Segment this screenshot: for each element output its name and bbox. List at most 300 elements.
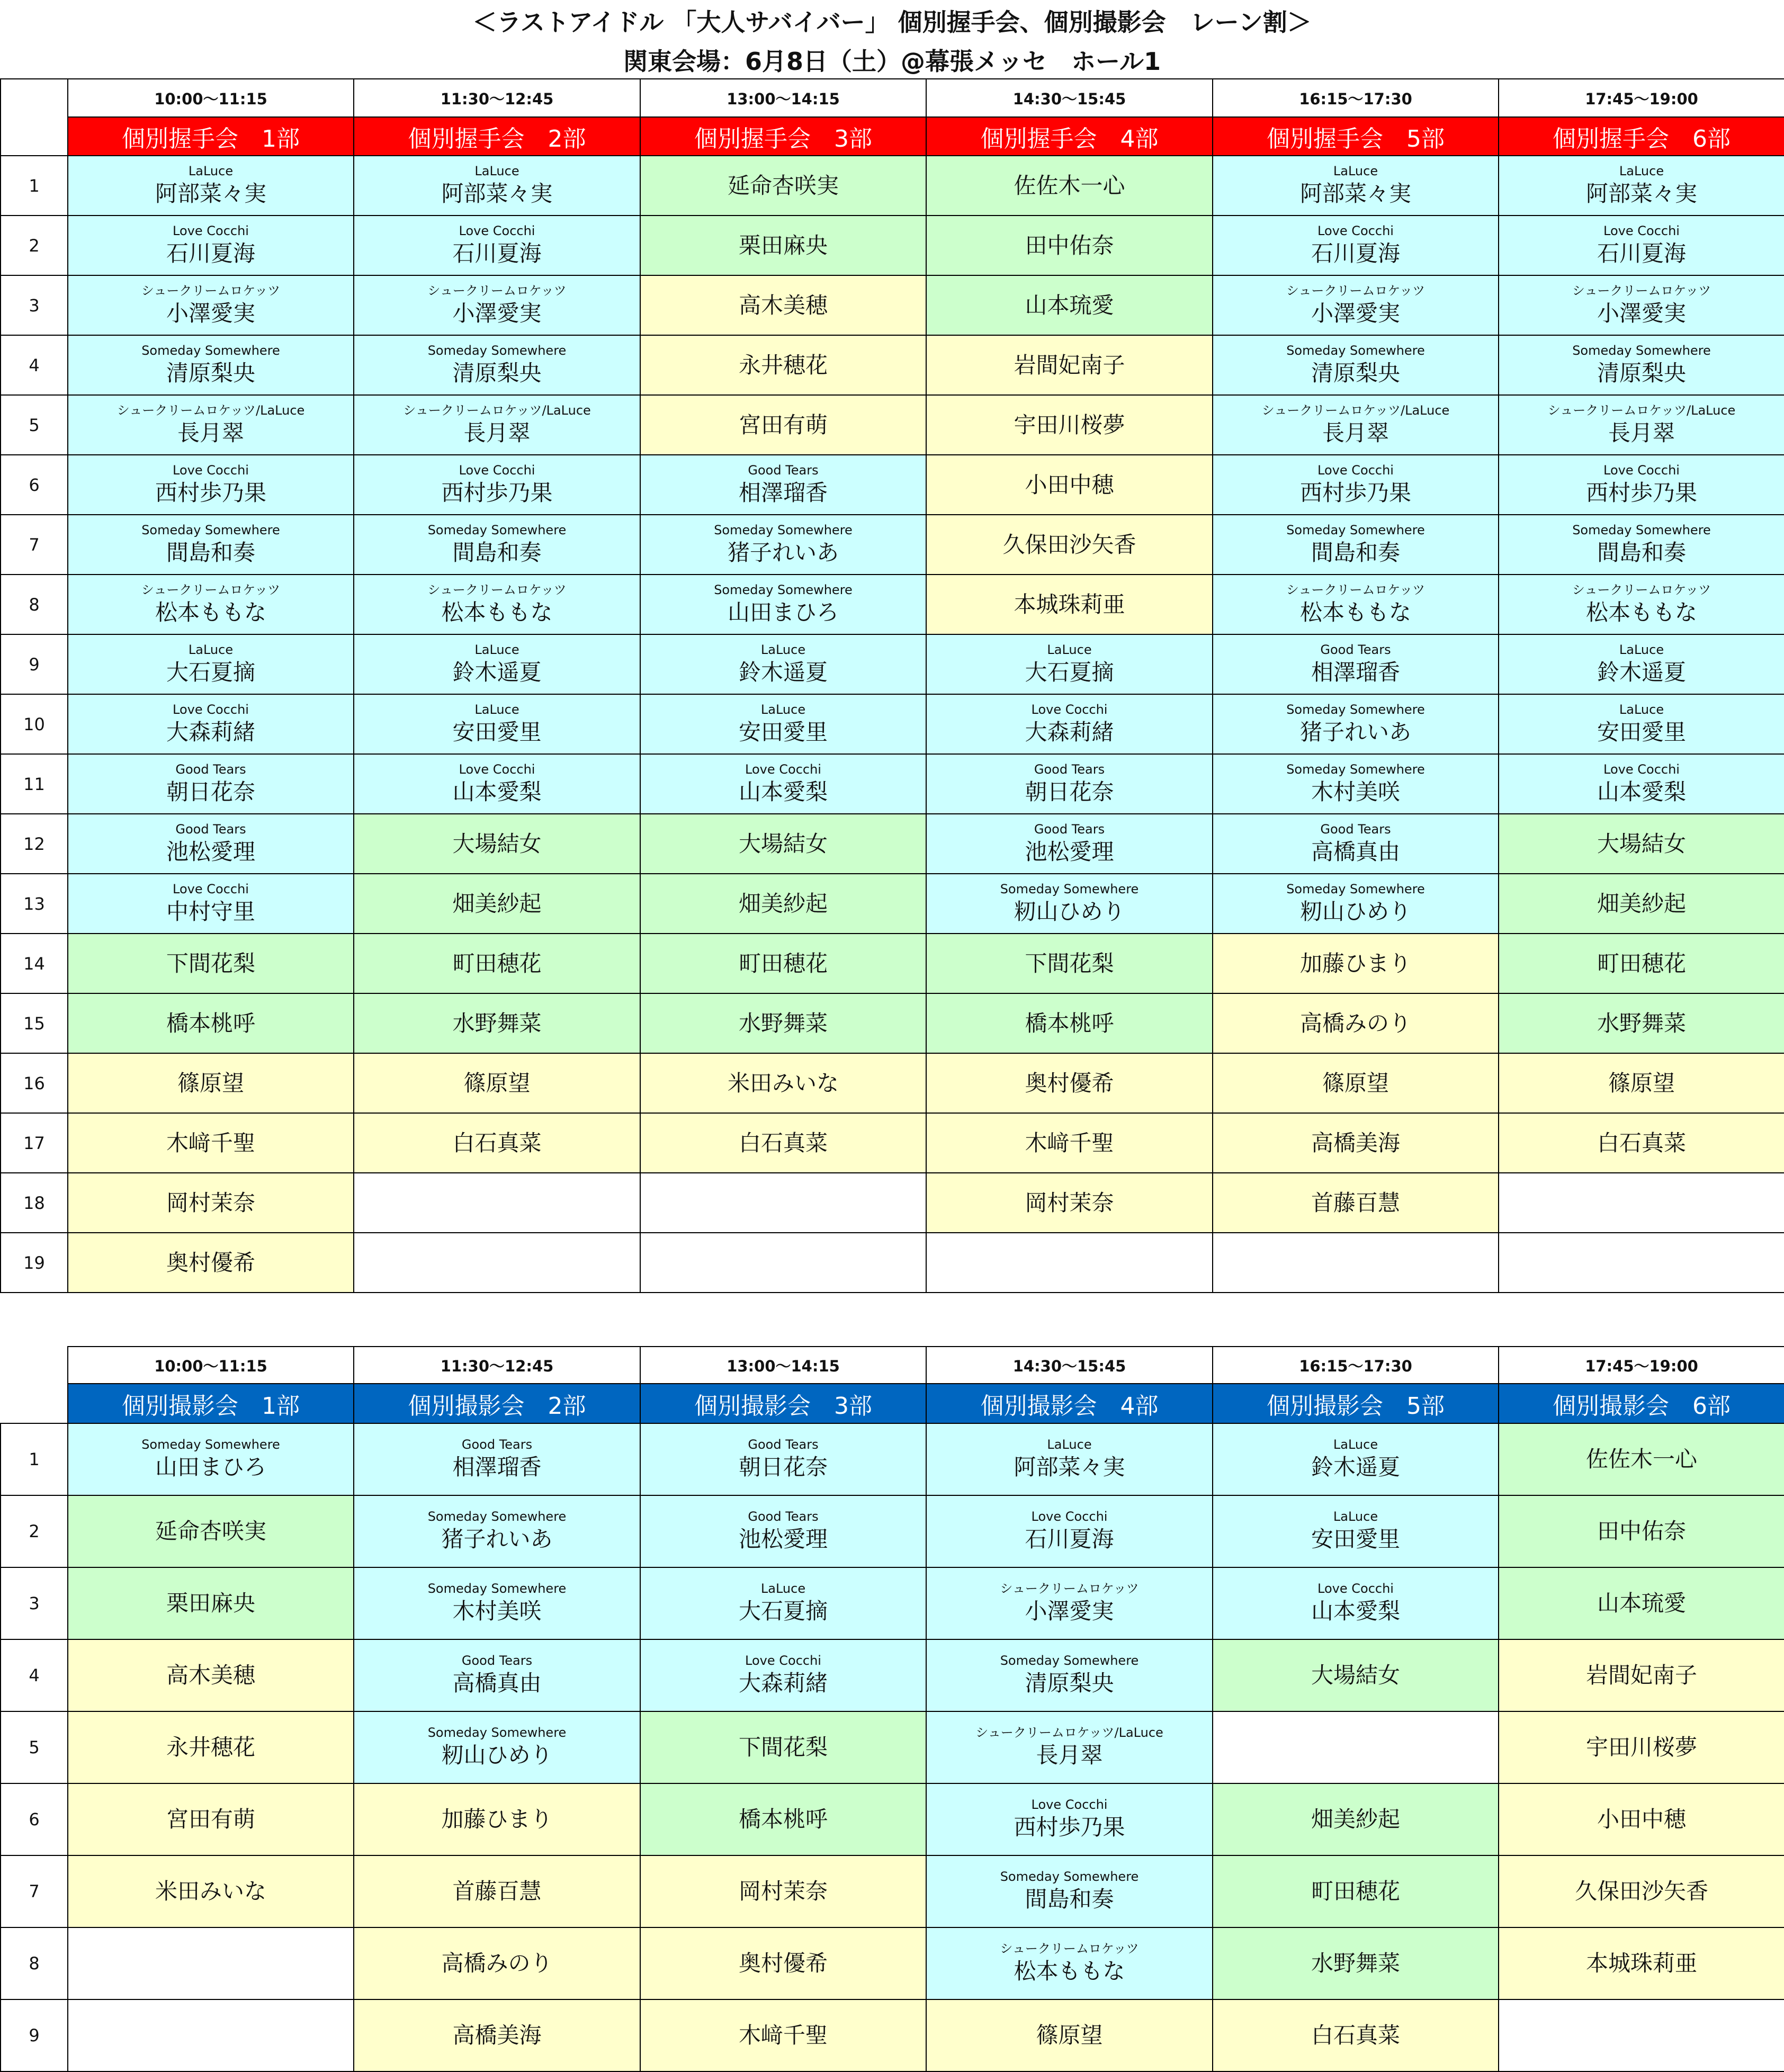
group-label: シュークリームロケッツ xyxy=(1572,283,1711,298)
member-name: 久保田沙矢香 xyxy=(1574,1878,1708,1904)
group-label: Good Tears xyxy=(175,821,246,837)
member-name: 本城珠莉亜 xyxy=(1585,1950,1697,1976)
venue-subtitle: 関東会場：6月8日（土）@幕張メッセ ホール1 xyxy=(623,47,1161,76)
lane-cell xyxy=(640,934,926,993)
lane-cell xyxy=(1213,694,1499,754)
lane-cell xyxy=(640,1783,926,1855)
member-name: 池松愛理 xyxy=(738,1526,828,1552)
member-name: 松本ももな xyxy=(441,599,553,625)
lane-cell xyxy=(68,455,354,515)
lane-cell xyxy=(1213,1113,1499,1173)
lane-number: 8 xyxy=(1,575,68,634)
lane-cell xyxy=(1213,1173,1499,1233)
member-name: 加藤ひまり xyxy=(441,1806,553,1832)
member-name: 大場結女 xyxy=(1311,1662,1400,1688)
lane-cell xyxy=(1499,874,1784,934)
member-name: 石川夏海 xyxy=(1597,240,1686,266)
member-name: 山本愛梨 xyxy=(1597,778,1686,805)
lane-cell xyxy=(926,934,1213,993)
member-name: 清原梨央 xyxy=(1311,360,1400,386)
member-name: 畑美紗起 xyxy=(1311,1806,1400,1832)
lane-cell xyxy=(926,575,1213,634)
lane-number: 9 xyxy=(1,1999,68,2071)
group-label: Love Cocchi xyxy=(173,462,249,478)
member-name: 首藤百慧 xyxy=(452,1878,542,1904)
lane-cell xyxy=(640,575,926,634)
lane-cell xyxy=(354,335,640,395)
lane-cell xyxy=(68,1927,354,1999)
lane-number: 9 xyxy=(1,634,68,694)
member-name: 下間花梨 xyxy=(1025,950,1114,976)
member-name: 阿部菜々実 xyxy=(1299,180,1411,207)
member-name: 木村美咲 xyxy=(452,1598,542,1624)
lane-cell xyxy=(640,1567,926,1639)
lane-cell xyxy=(1499,1495,1784,1567)
group-label: Love Cocchi xyxy=(1031,1509,1108,1524)
member-name: 山田まひろ xyxy=(155,1454,266,1480)
lane-cell xyxy=(1499,1173,1784,1233)
member-name: 佐佐木一心 xyxy=(1585,1446,1697,1472)
corner-cell xyxy=(1,1347,68,1423)
group-label: LaLuce xyxy=(188,642,234,657)
member-name: 山田まひろ xyxy=(727,599,839,625)
lane-cell xyxy=(1213,515,1499,575)
member-name: 高橋みのり xyxy=(1299,1010,1411,1036)
lane-row xyxy=(1,1999,1784,2071)
group-label: Someday Somewhere xyxy=(1000,1869,1139,1884)
photo-session-lane-table xyxy=(0,1346,1784,2072)
member-name: 大森莉緒 xyxy=(1025,719,1114,745)
lane-row xyxy=(1,216,1784,275)
group-label: Someday Somewhere xyxy=(141,343,280,358)
group-label: シュークリームロケッツ/LaLuce xyxy=(1547,402,1736,418)
group-label: Love Cocchi xyxy=(1317,462,1394,478)
member-name: 安田愛里 xyxy=(1597,719,1686,745)
lane-cell xyxy=(1499,275,1784,335)
member-name: 加藤ひまり xyxy=(1299,950,1411,976)
lane-cell xyxy=(68,575,354,634)
group-label: LaLuce xyxy=(760,1581,806,1596)
group-label: Good Tears xyxy=(461,1437,533,1452)
lane-cell xyxy=(354,874,640,934)
group-label: Love Cocchi xyxy=(1031,1797,1108,1812)
lane-cell xyxy=(926,335,1213,395)
lane-cell xyxy=(926,694,1213,754)
member-name: 長月翠 xyxy=(177,419,244,446)
lane-cell xyxy=(354,1999,640,2071)
lane-row xyxy=(1,1233,1784,1293)
lane-row xyxy=(1,515,1784,575)
member-name: 白石真菜 xyxy=(1597,1129,1686,1156)
lane-cell xyxy=(640,455,926,515)
member-name: 松本ももな xyxy=(155,599,266,625)
member-name: 鈴木遥夏 xyxy=(1597,659,1686,685)
lane-cell xyxy=(68,1639,354,1711)
member-name: 田中佑奈 xyxy=(1025,232,1114,258)
lane-cell xyxy=(926,275,1213,335)
member-name: 石川夏海 xyxy=(1025,1526,1114,1552)
lane-cell xyxy=(68,694,354,754)
lane-cell xyxy=(1213,335,1499,395)
member-name: 朝日花奈 xyxy=(1025,778,1114,805)
lane-cell xyxy=(1213,993,1499,1053)
lane-row xyxy=(1,1711,1784,1783)
session-header: 個別撮影会 2部 xyxy=(354,1384,640,1423)
member-name: 栗田麻央 xyxy=(166,1590,255,1616)
time-slot-header: 13:00～14:15 xyxy=(640,79,926,117)
member-name: 池松愛理 xyxy=(1025,838,1114,865)
lane-number: 16 xyxy=(1,1053,68,1113)
lane-cell xyxy=(1213,1927,1499,1999)
member-name: 山本愛梨 xyxy=(452,778,542,805)
lane-cell xyxy=(354,1233,640,1293)
time-slot-header: 14:30～15:45 xyxy=(926,79,1213,117)
member-name: 小田中穂 xyxy=(1597,1806,1686,1832)
member-name: 間島和奏 xyxy=(166,539,255,566)
member-name: 永井穂花 xyxy=(166,1734,255,1760)
member-name: 町田穂花 xyxy=(1311,1878,1400,1904)
lane-number: 3 xyxy=(1,275,68,335)
lane-cell xyxy=(68,515,354,575)
time-slot-header: 10:00～11:15 xyxy=(68,79,354,117)
lane-cell xyxy=(640,694,926,754)
member-name: 小澤愛実 xyxy=(1311,300,1400,326)
lane-number: 14 xyxy=(1,934,68,993)
member-name: 猪子れいあ xyxy=(441,1526,553,1552)
group-label: シュークリームロケッツ xyxy=(1286,283,1426,298)
member-name: 大場結女 xyxy=(1597,830,1686,857)
lane-row xyxy=(1,395,1784,455)
lane-cell xyxy=(68,1855,354,1927)
lane-cell xyxy=(640,993,926,1053)
member-name: 松本ももな xyxy=(1299,599,1411,625)
lane-cell xyxy=(1499,335,1784,395)
lane-cell xyxy=(354,754,640,814)
lane-cell xyxy=(354,1783,640,1855)
lane-number: 4 xyxy=(1,335,68,395)
lane-cell xyxy=(926,874,1213,934)
group-label: LaLuce xyxy=(474,642,519,657)
member-name: 山本愛梨 xyxy=(738,778,828,805)
lane-cell xyxy=(1499,754,1784,814)
group-label: Someday Somewhere xyxy=(1572,522,1711,537)
lane-row xyxy=(1,874,1784,934)
member-name: 大石夏摘 xyxy=(1025,659,1114,685)
group-label: LaLuce xyxy=(1047,1437,1092,1452)
lane-number: 11 xyxy=(1,754,68,814)
lane-cell xyxy=(1213,1423,1499,1495)
lane-row xyxy=(1,156,1784,216)
lane-row xyxy=(1,575,1784,634)
group-label: Someday Somewhere xyxy=(427,1725,567,1740)
lane-cell xyxy=(1213,814,1499,874)
member-name: 鈴木遥夏 xyxy=(1311,1454,1400,1480)
group-label: シュークリームロケッツ/LaLuce xyxy=(116,402,305,418)
member-name: 安田愛里 xyxy=(1311,1526,1400,1552)
member-name: 岡村茉奈 xyxy=(1025,1189,1114,1216)
lane-cell xyxy=(1213,156,1499,216)
member-name: 篠原望 xyxy=(1608,1070,1675,1096)
lane-cell xyxy=(640,1711,926,1783)
lane-cell xyxy=(354,575,640,634)
lane-number: 17 xyxy=(1,1113,68,1173)
member-name: 鈴木遥夏 xyxy=(738,659,828,685)
member-name: 西村歩乃果 xyxy=(441,479,553,506)
lane-cell xyxy=(926,1053,1213,1113)
group-label: シュークリームロケッツ/LaLuce xyxy=(975,1725,1163,1740)
member-name: 宇田川桜夢 xyxy=(1585,1734,1697,1760)
lane-cell xyxy=(68,1113,354,1173)
member-name: 阿部菜々実 xyxy=(1014,1454,1125,1480)
member-name: 宮田有萌 xyxy=(166,1806,255,1832)
group-label: Love Cocchi xyxy=(459,223,535,238)
lane-cell xyxy=(640,874,926,934)
group-label: シュークリームロケッツ xyxy=(427,582,567,597)
member-name: 山本琉愛 xyxy=(1025,292,1114,318)
member-name: 長月翠 xyxy=(1608,419,1675,446)
group-label: Someday Somewhere xyxy=(1572,343,1711,358)
lane-cell xyxy=(926,1567,1213,1639)
member-name: 小澤愛実 xyxy=(452,300,542,326)
lane-cell xyxy=(354,1053,640,1113)
lane-cell xyxy=(68,1783,354,1855)
member-name: 間島和奏 xyxy=(1025,1886,1114,1912)
lane-cell xyxy=(354,275,640,335)
lane-number: 6 xyxy=(1,1783,68,1855)
member-name: 小田中穂 xyxy=(1025,471,1114,498)
member-name: 高橋真由 xyxy=(452,1670,542,1696)
lane-cell xyxy=(1499,1053,1784,1113)
member-name: 山本愛梨 xyxy=(1311,1598,1400,1624)
member-name: 町田穂花 xyxy=(452,950,542,976)
group-label: Good Tears xyxy=(175,761,246,777)
member-name: 中村守里 xyxy=(166,898,255,925)
lane-number: 2 xyxy=(1,1495,68,1567)
member-name: 清原梨央 xyxy=(166,360,255,386)
group-label: Love Cocchi xyxy=(1031,702,1108,717)
member-name: 下間花梨 xyxy=(166,950,255,976)
group-label: Someday Somewhere xyxy=(1000,881,1139,896)
member-name: 阿部菜々実 xyxy=(441,180,553,207)
session-header: 個別握手会 6部 xyxy=(1499,117,1784,156)
group-label: シュークリームロケッツ xyxy=(1000,1581,1139,1596)
lane-cell xyxy=(354,814,640,874)
group-label: シュークリームロケッツ/LaLuce xyxy=(1261,402,1450,418)
lane-cell xyxy=(926,1783,1213,1855)
group-label: LaLuce xyxy=(1047,642,1092,657)
lane-cell xyxy=(68,1711,354,1783)
member-name: 間島和奏 xyxy=(452,539,542,566)
lane-cell xyxy=(640,754,926,814)
lane-cell xyxy=(1213,1999,1499,2071)
group-label: Love Cocchi xyxy=(459,462,535,478)
member-name: 橋本桃呼 xyxy=(738,1806,828,1832)
lane-cell xyxy=(1499,1113,1784,1173)
member-name: 永井穂花 xyxy=(738,352,828,378)
member-name: 水野舞菜 xyxy=(452,1010,542,1036)
member-name: 白石真菜 xyxy=(738,1129,828,1156)
lane-cell xyxy=(640,1233,926,1293)
lane-number: 12 xyxy=(1,814,68,874)
member-name: 石川夏海 xyxy=(1311,240,1400,266)
member-name: 相澤瑠香 xyxy=(738,479,828,506)
session-header: 個別握手会 5部 xyxy=(1213,117,1499,156)
member-name: 相澤瑠香 xyxy=(452,1454,542,1480)
lane-cell xyxy=(640,1173,926,1233)
lane-cell xyxy=(354,1567,640,1639)
lane-cell xyxy=(354,993,640,1053)
lane-cell xyxy=(68,934,354,993)
member-name: 朝日花奈 xyxy=(738,1454,828,1480)
member-name: 石川夏海 xyxy=(452,240,542,266)
lane-cell xyxy=(1499,934,1784,993)
lane-cell xyxy=(68,1053,354,1113)
lane-number: 1 xyxy=(1,1423,68,1495)
lane-cell xyxy=(1499,1423,1784,1495)
lane-cell xyxy=(1499,1999,1784,2071)
group-label: Someday Somewhere xyxy=(1286,522,1425,537)
lane-cell xyxy=(354,1173,640,1233)
member-name: 久保田沙矢香 xyxy=(1002,531,1136,558)
lane-cell xyxy=(926,515,1213,575)
lane-cell xyxy=(354,395,640,455)
lane-cell xyxy=(68,874,354,934)
member-name: 白石真菜 xyxy=(452,1129,542,1156)
member-name: 岡村茉奈 xyxy=(738,1878,828,1904)
member-name: 篠原望 xyxy=(1322,1070,1389,1096)
member-name: 西村歩乃果 xyxy=(155,479,266,506)
lane-number: 8 xyxy=(1,1927,68,1999)
lane-cell xyxy=(1499,814,1784,874)
lane-cell xyxy=(68,216,354,275)
lane-cell xyxy=(68,1233,354,1293)
lane-number: 4 xyxy=(1,1639,68,1711)
lane-cell xyxy=(926,1927,1213,1999)
lane-cell xyxy=(1213,1639,1499,1711)
lane-cell xyxy=(68,1495,354,1567)
lane-number: 15 xyxy=(1,993,68,1053)
lane-cell xyxy=(354,1855,640,1927)
lane-cell xyxy=(926,814,1213,874)
member-name: 木﨑千聖 xyxy=(1025,1129,1114,1156)
lane-cell xyxy=(1213,874,1499,934)
member-name: 小澤愛実 xyxy=(1025,1598,1114,1624)
lane-cell xyxy=(640,275,926,335)
session-header: 個別握手会 1部 xyxy=(68,117,354,156)
member-name: 岡村茉奈 xyxy=(166,1189,255,1216)
lane-cell xyxy=(926,1423,1213,1495)
member-name: 山本琉愛 xyxy=(1597,1590,1686,1616)
group-label: Someday Somewhere xyxy=(1000,1653,1139,1668)
member-name: 篠原望 xyxy=(1036,2022,1103,2048)
member-name: 大森莉緒 xyxy=(738,1670,828,1696)
lane-cell xyxy=(354,1927,640,1999)
member-name: 田中佑奈 xyxy=(1597,1518,1686,1544)
group-label: LaLuce xyxy=(474,702,519,717)
member-name: 松本ももな xyxy=(1014,1958,1125,1984)
member-name: 清原梨央 xyxy=(1025,1670,1114,1696)
lane-row xyxy=(1,1567,1784,1639)
member-name: 奥村優希 xyxy=(166,1249,255,1276)
lane-cell xyxy=(68,1999,354,2071)
lane-cell xyxy=(1213,934,1499,993)
member-name: 町田穂花 xyxy=(1597,950,1686,976)
session-header: 個別撮影会 6部 xyxy=(1499,1384,1784,1423)
lane-cell xyxy=(68,156,354,216)
lane-cell xyxy=(926,1639,1213,1711)
lane-row xyxy=(1,1423,1784,1495)
member-name: 西村歩乃果 xyxy=(1014,1814,1125,1840)
member-name: 相澤瑠香 xyxy=(1311,659,1400,685)
lane-cell xyxy=(68,1423,354,1495)
group-label: Love Cocchi xyxy=(173,881,249,896)
lane-cell xyxy=(1499,1711,1784,1783)
member-name: 宮田有萌 xyxy=(738,411,828,438)
lane-cell xyxy=(926,1495,1213,1567)
group-label: Someday Somewhere xyxy=(1286,702,1425,717)
group-label: Someday Somewhere xyxy=(427,343,567,358)
lane-row xyxy=(1,1495,1784,1567)
lane-row xyxy=(1,335,1784,395)
group-label: Good Tears xyxy=(748,462,819,478)
group-label: シュークリームロケッツ/LaLuce xyxy=(403,402,591,418)
session-header: 個別握手会 3部 xyxy=(640,117,926,156)
group-label: Someday Somewhere xyxy=(714,522,853,537)
lane-row xyxy=(1,634,1784,694)
session-header: 個別撮影会 5部 xyxy=(1213,1384,1499,1423)
lane-cell xyxy=(1213,216,1499,275)
member-name: 町田穂花 xyxy=(738,950,828,976)
lane-cell xyxy=(68,1173,354,1233)
group-label: Good Tears xyxy=(748,1509,819,1524)
member-name: 佐佐木一心 xyxy=(1014,172,1125,199)
lane-cell xyxy=(354,216,640,275)
member-name: 阿部菜々実 xyxy=(1585,180,1697,207)
member-name: 池松愛理 xyxy=(166,838,255,865)
lane-number: 7 xyxy=(1,1855,68,1927)
lane-cell xyxy=(354,156,640,216)
group-label: Good Tears xyxy=(1320,821,1391,837)
lane-cell xyxy=(926,156,1213,216)
member-name: 岩間妃南子 xyxy=(1014,352,1125,378)
lane-cell xyxy=(1499,395,1784,455)
member-name: 西村歩乃果 xyxy=(1299,479,1411,506)
lane-cell xyxy=(640,1423,926,1495)
lane-cell xyxy=(354,1639,640,1711)
time-slot-header: 14:30～15:45 xyxy=(926,1347,1213,1384)
group-label: Someday Somewhere xyxy=(1286,761,1425,777)
group-label: Love Cocchi xyxy=(1603,462,1680,478)
lane-cell xyxy=(926,634,1213,694)
lane-cell xyxy=(354,1423,640,1495)
lane-cell xyxy=(640,1639,926,1711)
group-label: Good Tears xyxy=(1034,761,1105,777)
lane-cell xyxy=(1499,634,1784,694)
group-label: シュークリームロケッツ xyxy=(1572,582,1711,597)
group-label: Good Tears xyxy=(748,1437,819,1452)
member-name: 安田愛里 xyxy=(738,719,828,745)
lane-number: 7 xyxy=(1,515,68,575)
member-name: 高橋真由 xyxy=(1311,838,1400,865)
lane-cell xyxy=(1213,575,1499,634)
lane-cell xyxy=(1213,1567,1499,1639)
lane-row xyxy=(1,275,1784,335)
member-name: 大森莉緒 xyxy=(166,719,255,745)
time-slot-header: 16:15～17:30 xyxy=(1213,79,1499,117)
member-name: 籾山ひめり xyxy=(1014,898,1125,925)
member-name: 大場結女 xyxy=(452,830,542,857)
lane-cell xyxy=(1499,1855,1784,1927)
